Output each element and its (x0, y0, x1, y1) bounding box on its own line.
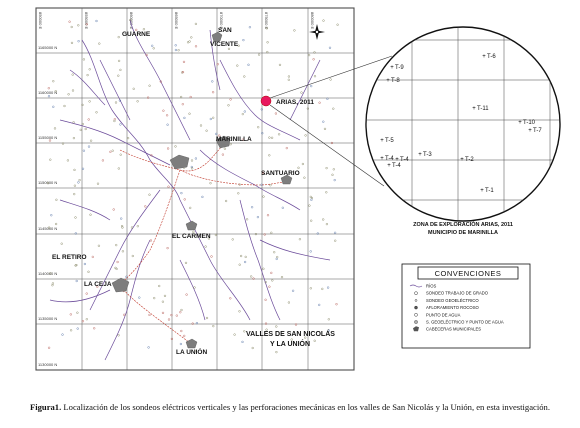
inset-point-label: T-1 (485, 188, 494, 194)
inset-point-label: T-6 (487, 54, 496, 60)
legend-title: CONVENCIONES (434, 269, 502, 278)
legend (402, 264, 530, 348)
inset-point-marker: + (518, 120, 522, 126)
label-la-ceja: LA CEJA (84, 281, 112, 288)
lon-label: 850000 E (38, 12, 43, 30)
label-el-retiro: EL RETIRO (52, 254, 87, 261)
label-la-union: LA UNIÓN (176, 349, 208, 356)
lat-label: 1160000 N (38, 90, 58, 95)
inset-point-label: T-11 (477, 106, 489, 112)
legend-item-label: AFLORAMIENTO ROCOSO (426, 305, 479, 311)
inset-point-label: T-10 (523, 120, 536, 126)
center-dot (415, 321, 416, 322)
inset-point-marker: + (460, 157, 464, 163)
inset-caption-line2: MUNICIPIO DE MARINILLA (428, 230, 498, 236)
inset-point-marker: + (380, 138, 384, 144)
inset-point-marker: + (528, 128, 532, 134)
inset-point-marker: + (472, 106, 476, 112)
inset-caption-line1: ZONA DE EXPLORACIÓN ARIAS, 2011 (413, 222, 513, 228)
legend-item (414, 320, 504, 325)
label-san: SAN (218, 27, 232, 34)
lat-label: 1140000 N (38, 271, 58, 276)
inset-point-label: T-4 (392, 163, 401, 169)
inset-point-label: T-4 (385, 156, 394, 162)
lat-label: 1155000 N (38, 135, 58, 140)
inset-point-marker: + (418, 152, 422, 158)
label-vicente: VICENTE (210, 41, 239, 48)
label-marinilla: MARINILLA (216, 136, 252, 143)
inset-point-label: T-3 (423, 152, 432, 158)
lon-label: 855000 E (84, 12, 89, 30)
inset-point-label: T-9 (395, 65, 404, 71)
label-guarne: GUARNE (122, 31, 151, 38)
figure-caption (12, 402, 568, 413)
label-arias: ARIAS, 2011 (276, 99, 314, 106)
lon-label: 860000 E (129, 12, 134, 30)
inset-point-label: T-8 (391, 78, 400, 84)
label-valles-line2: Y LA UNIÓN (270, 341, 311, 348)
legend-item (415, 291, 489, 296)
legend-item-label: PUNTO DE AGUA (426, 312, 461, 318)
label-el-carmen: EL CARMEN (172, 233, 211, 240)
legend-item-label: RÍOS (426, 283, 437, 289)
inset-point-label: T-7 (533, 128, 542, 134)
figure-caption-prefix: Figura1. (29, 402, 62, 412)
lat-label: 1150000 N (38, 180, 58, 185)
study-zone-marker (261, 96, 271, 106)
inset-map (360, 20, 570, 236)
legend-item-label: SONDEO GEOELÉCTRICO (426, 297, 479, 303)
inset-point-label: T-5 (385, 138, 394, 144)
lon-label: 875000 E (264, 12, 269, 30)
lat-label: 1135000 N (38, 316, 58, 321)
outcrop-dot-icon (415, 306, 418, 309)
inset-point-marker: + (480, 188, 484, 194)
lat-label: 1145000 N (38, 226, 58, 231)
legend-item-label: S. GEOELÉCTRICO Y PUNTO DE AGUA (426, 319, 504, 325)
label-valles-line1: VALLES DE SAN NICOLÁS (246, 331, 335, 338)
label-santuario: SANTUARIO (261, 170, 300, 177)
legend-item-label: CABECERAS MUNICIPALES (426, 326, 482, 332)
inset-point-marker: + (482, 54, 486, 60)
figure-caption-text: Localización de los sondeos eléctricos verticales y las perforaciones mecánicas en los valles de San Nicolás y la Unión, en esta investigación. (61, 402, 550, 412)
legend-item-label: SONDEO TRABAJO DE GRADO (426, 290, 489, 296)
inset-point-label: T-2 (465, 157, 474, 163)
inset-point-marker: + (380, 156, 384, 162)
map-frame (36, 8, 354, 370)
lon-label: 880000 E (310, 12, 315, 30)
lon-label: 870000 E (219, 12, 224, 30)
lon-label: 865000 E (174, 12, 179, 30)
inset-point-marker: + (386, 78, 390, 84)
lat-label: 1130000 N (38, 362, 58, 367)
inset-point-label: T-4 (400, 157, 409, 163)
inset-point-marker: + (395, 157, 399, 163)
inset-point-marker: + (387, 163, 391, 169)
main-map (36, 8, 392, 370)
lat-label: 1165000 N (38, 45, 58, 50)
inset-point-marker: + (390, 65, 394, 71)
